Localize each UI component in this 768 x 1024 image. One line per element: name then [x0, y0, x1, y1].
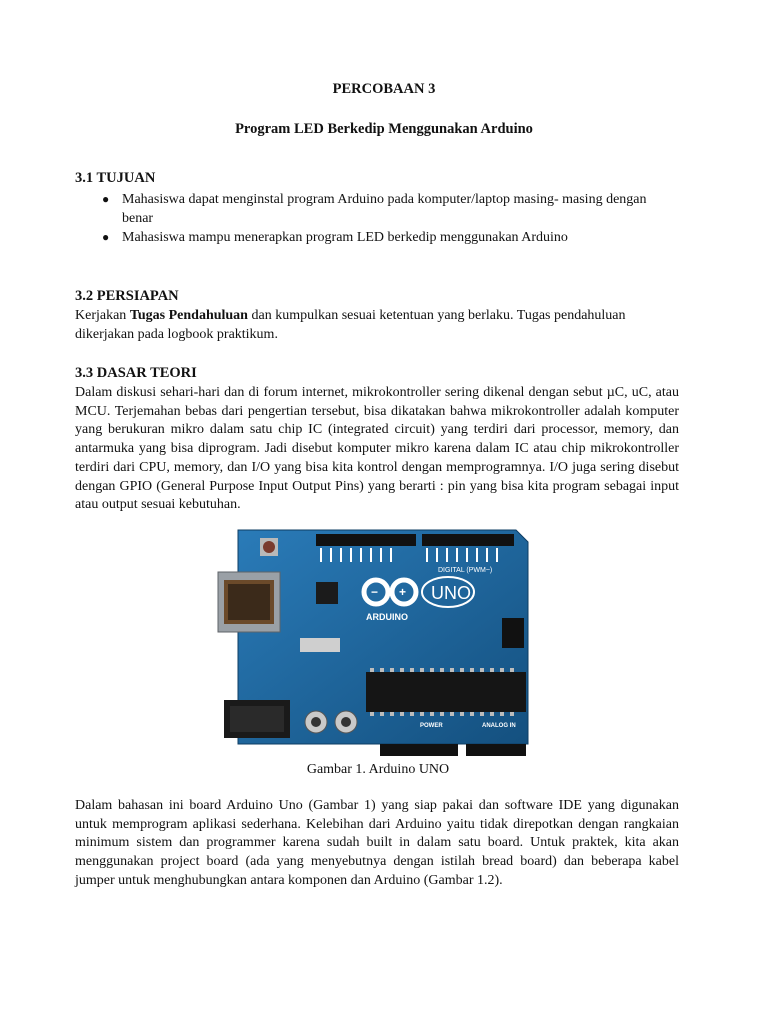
arduino-board-illustration [216, 522, 546, 758]
closing-paragraph: Dalam bahasan ini board Arduino Uno (Gambar 1) yang siap pakai dan software IDE yang digunakan untuk memprogram aplikasi sederhana. Kelebihan dari Arduino yaitu tidak direpotkan dengan rangkaian minimum sistem dan programmer karena sudah built in dalam satu board. Untuk praktek, kita akan menggunakan project board (ada yang menyebutnya dengan istilah bread board) dan beberapa kabel jumper untuk menghubungkan antara komponen dan Arduino (Gambar 1.2). [75, 798, 679, 888]
document-subtitle: Program LED Berkedip Menggunakan Arduino [235, 121, 533, 137]
arduino-uno-image [216, 522, 546, 758]
persiapan-text-end: dan kumpulkan sesuai ketentuan yang berlaku. Tugas pendahuluan dikerjakan pada logbook praktikum. [75, 308, 626, 342]
svg-text:−: − [371, 585, 379, 599]
analog-header-label: ANALOG IN [482, 723, 516, 729]
bullet-text: Mahasiswa dapat menginstal program Arduino pada komputer/laptop masing- masing dengan benar [122, 192, 647, 226]
section-heading-dasar-teori: 3.3 DASAR TEORI [75, 365, 197, 381]
persiapan-text-start: Kerjakan [75, 308, 130, 323]
tujuan-bullet-list [75, 190, 679, 247]
list-item [75, 190, 679, 228]
section-heading-persiapan: 3.2 PERSIAPAN [75, 288, 179, 304]
list-item [75, 228, 679, 247]
persiapan-bold-text: Tugas Pendahuluan [129, 308, 248, 323]
uno-model-text: UNO [431, 583, 471, 603]
power-header-label: POWER [420, 723, 443, 729]
bullet-icon: ● [102, 192, 110, 206]
bullet-text: Mahasiswa mampu menerapkan program LED berkedip menggunakan Arduino [122, 230, 568, 245]
figure-caption: Gambar 1. Arduino UNO [306, 762, 450, 777]
digital-header-label: DIGITAL (PWM~) [438, 567, 493, 574]
dasar-teori-paragraph: Dalam diskusi sehari-hari dan di forum internet, mikrokontroller sering dikenal dengan sebut µC, uC, atau MCU. Terjemahan bebas dari pengertian tersebut, bisa dikatakan bahwa mikrokontroller adalah komputer yang berukuran mikro dalam satu chip IC (integrated circuit) yang terdiri dari processor, memory, dan antarmuka yang bisa diprogram. Jadi disebut komputer mikro karena dalam IC atau chip mikrokontroller terdiri dari CPU, memory, dan I/O yang bisa kita kontrol dengan memprogramnya. I/O juga sering disebut dengan GPIO (General Purpose Input Output Pins) yang berarti : pin yang bisa kita program sebagai input atau output sesuai kebutuhan. [75, 385, 679, 513]
arduino-logo-text: ARDUINO [366, 612, 408, 622]
bullet-icon: ● [102, 230, 110, 244]
persiapan-paragraph [75, 307, 679, 344]
section-heading-tujuan: 3.1 TUJUAN [75, 170, 156, 186]
svg-text:+: + [399, 585, 407, 599]
document-title: PERCOBAAN 3 [332, 81, 436, 97]
